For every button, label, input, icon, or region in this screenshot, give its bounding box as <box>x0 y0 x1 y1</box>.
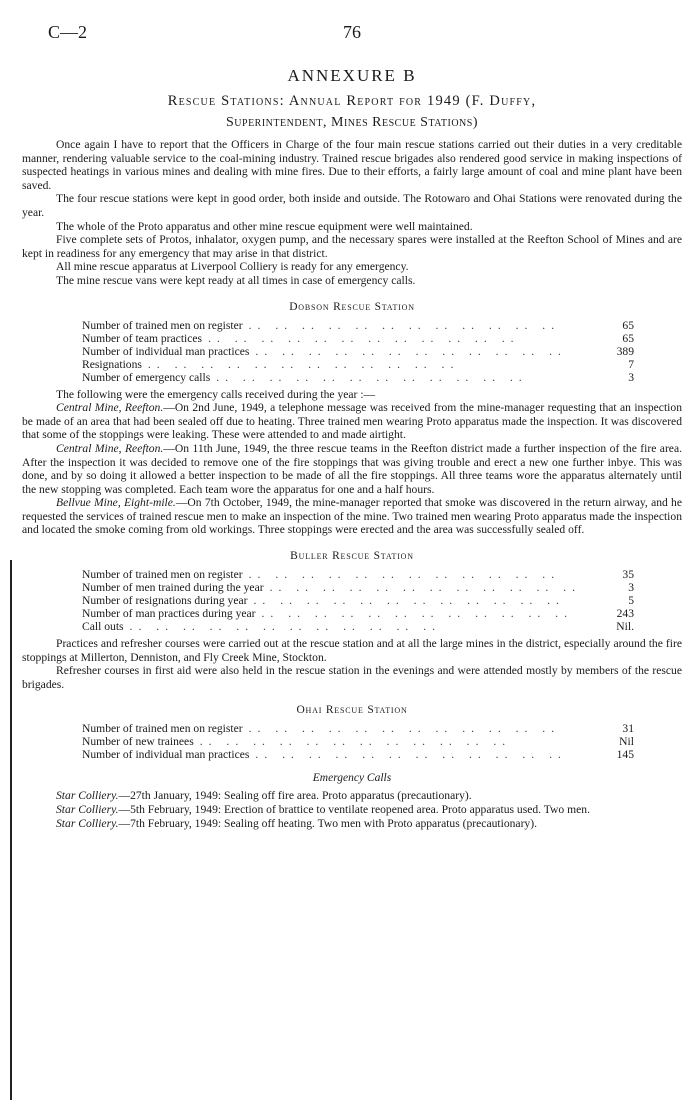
stat-value: 243 <box>616 607 634 621</box>
leader-dots: .. .. .. .. .. .. .. .. .. .. .. .. <box>199 735 512 749</box>
stat-label: Number of individual man practices <box>82 344 250 358</box>
leader-dots: .. .. .. .. .. .. .. .. .. .. .. .. <box>269 581 582 595</box>
mine-name: Central Mine, Reefton. <box>56 401 164 415</box>
call-text: —On 11th June, 1949, the three rescue teams in the Reefton district made a further inspection of the fire area. After the inspection it was decided to remove one of the fire stoppings that was giving trouble and erect a new one further inbye. This was done, and by so doing it allowed a better inspection to be made of all the fire stoppings. All three teams wore the apparatus alternately until the new stopping was completed. Each team wore the apparatus for one and a half hours. <box>22 441 682 496</box>
stat-row <box>82 319 634 332</box>
buller-paragraph: Practices and refresher courses were carried out at the rescue station and at all the large mines in the district, especially around the fire stoppings at Millerton, Denniston, and Fly Creek Mine, Stockton. <box>22 637 682 664</box>
stat-value: 5 <box>628 594 634 608</box>
dobson-heading: Dobson Rescue Station <box>289 300 415 313</box>
stat-label: Number of trained men on register <box>82 568 243 582</box>
stat-value: 145 <box>616 748 634 762</box>
stat-label: Number of man practices during year <box>82 607 256 621</box>
stat-row <box>82 371 634 384</box>
page-header <box>22 0 682 52</box>
mine-name: Star Colliery. <box>56 816 119 830</box>
intro-section <box>22 138 682 288</box>
calls-intro: The following were the emergency calls received during the year :— <box>56 387 376 401</box>
mine-name: Star Colliery. <box>56 789 119 803</box>
leader-dots: .. .. .. .. .. .. .. .. .. .. .. .. <box>255 748 567 762</box>
stat-value: 35 <box>622 568 634 582</box>
stat-row <box>82 722 634 735</box>
stat-label: Number of resignations during year <box>82 594 248 608</box>
leader-dots: .. .. .. .. .. .. .. .. .. .. .. .. <box>248 318 561 332</box>
emergency-call-entry <box>22 789 682 803</box>
leader-dots: .. .. .. .. .. .. .. .. .. .. .. .. <box>261 607 573 621</box>
stat-row <box>82 594 634 607</box>
stat-value: 7 <box>628 357 634 371</box>
leader-dots: .. .. .. .. .. .. .. .. .. .. .. .. <box>248 568 561 582</box>
intro-paragraph: Once again I have to report that the Officers in Charge of the four main rescue stations carried out their duties in a very creditable manner, rendering valuable service to the coal-mining industry. Trained rescue brigades also rendered good service in making inspections of suspected heatings in various mines and dealing with mine fires. Due to their efforts, a fairly large amount of coal and mine plant have been saved. <box>22 138 682 192</box>
report-subtitle: Superintendent, Mines Rescue Stations) <box>226 115 478 130</box>
stat-value: 65 <box>622 318 634 332</box>
intro-paragraph: The four rescue stations were kept in good order, both inside and outside. The Rotowaro and Ohai Stations were renovated during the year. <box>22 192 682 219</box>
report-title: Rescue Stations: Annual Report for 1949 (F. Duffy, <box>167 93 537 109</box>
leader-dots: .. .. .. .. .. .. .. .. .. .. .. .. <box>248 722 561 736</box>
intro-paragraph: Five complete sets of Protos, inhalator, oxygen pump, and the necessary spares were installed at the Reefton School of Mines and are kept in readiness for any emergency that may arise in that district. <box>22 233 682 260</box>
stat-row <box>82 358 634 371</box>
stat-row <box>82 332 634 345</box>
stat-value: 3 <box>628 370 634 384</box>
leader-dots: .. .. .. .. .. .. .. .. .. .. .. .. <box>129 620 441 634</box>
stat-row <box>82 607 634 620</box>
leader-dots: .. .. .. .. .. .. .. .. .. .. .. .. <box>208 331 520 345</box>
mine-name: Bellvue Mine, Eight-mile. <box>56 496 176 510</box>
emergency-call-entry <box>22 401 682 442</box>
stat-value: Nil <box>619 735 634 749</box>
stat-label: Number of emergency calls <box>82 370 211 384</box>
document-reference: C—2 <box>48 22 88 42</box>
stat-row <box>82 568 634 581</box>
stat-label: Resignations <box>82 357 142 371</box>
call-text: —On 2nd June, 1949, a telephone message was received from the mine-manager requesting that an inspection be made of an area that had been sealed off due to heating. Three trained men wearing Proto apparatus made the inspection. It was discovered that some of the stoppings were leaking. These were attended to and made airtight. <box>22 401 682 442</box>
call-text: —27th January, 1949: Sealing off fire area. Proto apparatus (precautionary). <box>118 789 472 803</box>
stat-row <box>82 748 634 761</box>
ohai-heading: Ohai Rescue Station <box>296 704 408 717</box>
stat-value: 3 <box>628 581 634 595</box>
buller-stats <box>82 568 634 633</box>
stat-value: 65 <box>622 331 634 345</box>
page-number: 76 <box>343 22 361 42</box>
emergency-call-entry <box>22 803 682 817</box>
stat-label: Number of new trainees <box>82 735 194 749</box>
stat-label: Number of trained men on register <box>82 318 243 332</box>
call-text: —5th February, 1949: Erection of brattice to ventilate reopened area. Proto apparatus used. Two men. <box>118 803 590 817</box>
stat-value: 31 <box>622 722 634 736</box>
leader-dots: .. .. .. .. .. .. .. .. .. .. .. .. <box>216 370 528 384</box>
stat-row <box>82 620 634 633</box>
emergency-call-entry <box>22 817 682 831</box>
stat-row <box>82 581 634 594</box>
stat-value: 389 <box>616 344 634 358</box>
dobson-stats <box>82 319 634 384</box>
stat-row <box>82 735 634 748</box>
leader-dots: .. .. .. .. .. .. .. .. .. .. .. .. <box>253 594 565 608</box>
buller-paragraph: Refresher courses in first aid were also held in the rescue station in the evenings and were attended mostly by members of the rescue brigades. <box>22 664 682 691</box>
emergency-call-entry <box>22 442 682 496</box>
stat-label: Number of team practices <box>82 331 203 345</box>
stat-label: Number of trained men on register <box>82 722 243 736</box>
stat-label: Number of men trained during the year <box>82 581 264 595</box>
mine-name: Central Mine, Reefton. <box>56 441 164 455</box>
stat-label: Number of individual man practices <box>82 748 250 762</box>
leader-dots: .. .. .. .. .. .. .. .. .. .. .. .. <box>255 344 567 358</box>
intro-paragraph: The mine rescue vans were kept ready at all times in case of emergency calls. <box>56 273 416 287</box>
emergency-calls-heading: Emergency Calls <box>312 772 392 785</box>
stat-row <box>82 345 634 358</box>
annexure-title: ANNEXURE B <box>287 66 417 85</box>
stat-value: Nil. <box>616 620 634 634</box>
stat-label: Call outs <box>82 620 124 634</box>
margin-rule <box>10 560 12 1100</box>
buller-heading: Buller Rescue Station <box>290 550 414 563</box>
leader-dots: .. .. .. .. .. .. .. .. .. .. .. .. <box>147 357 460 371</box>
intro-paragraph: The whole of the Proto apparatus and other mine rescue equipment were well maintained. <box>56 219 473 233</box>
intro-paragraph: All mine rescue apparatus at Liverpool Colliery is ready for any emergency. <box>56 260 409 274</box>
call-text: —On 7th October, 1949, the mine-manager reported that smoke was discovered in the return airway, and he requested the services of trained rescue men to make an inspection of the mine. Two trained men wearing Proto apparatus made the inspection and located the smoke coming from old workings. Three stoppings were erected and the area was successfully sealed off. <box>22 496 682 537</box>
mine-name: Star Colliery. <box>56 803 119 817</box>
call-text: —7th February, 1949: Sealing off heating. Two men with Proto apparatus (precautionary). <box>118 816 537 830</box>
emergency-call-entry <box>22 496 682 537</box>
ohai-stats <box>82 722 634 761</box>
